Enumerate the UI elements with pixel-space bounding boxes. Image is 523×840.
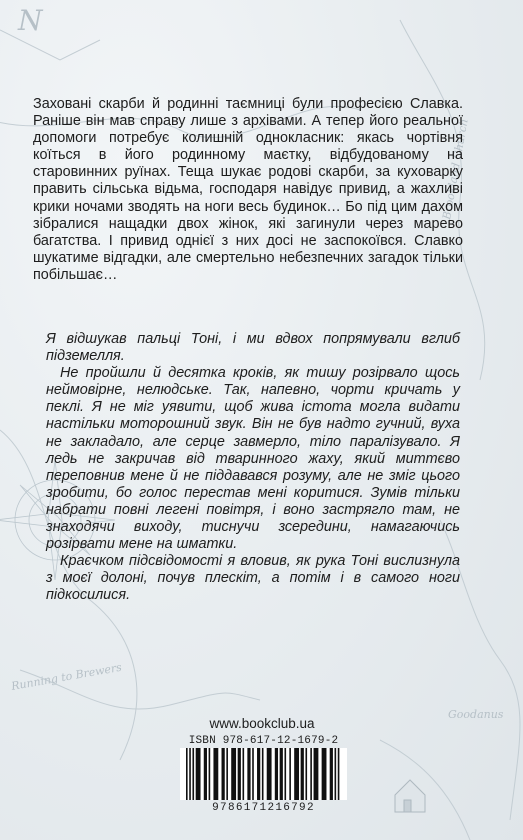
barcode-bar — [247, 748, 250, 800]
barcode-icon — [180, 748, 347, 800]
barcode-block — [180, 734, 347, 816]
barcode-bar — [189, 748, 191, 800]
map-label-running-to-brewers: Running to Brewers — [10, 660, 123, 693]
barcode-bar — [301, 748, 304, 800]
barcode-bar — [209, 748, 211, 800]
book-blurb: Заховані скарби й родинні таємниці були професією Славка. Раніше він мав справу лише з архівами. А тепер його реальної допомоги потребує колишній однокласник: якась чортівня коїться в його родинному маєтку, відбудованому на старовинних руїнах. Теща шукає родові скарби, за куховарку править сільська відьма, господаря навідує привид, а жахливі крики ночами зводять на ноги весь будинок… Бо під цим дахом зібралися нащадки двох жінок, які загинули через марево багатства. І привид однієї з них досі не заспокоївся. Славко шукатиме відгадки, але смертельно небезпечних загадок тільки побільшає… — [33, 96, 463, 283]
barcode-bar — [238, 748, 241, 800]
barcode-bar — [267, 748, 272, 800]
map-road-line — [0, 30, 100, 60]
excerpt-paragraph: Не пройшли й десятка кроків, як тишу розірвало щось неймовірне, нелюдське. Так, напевно, чорти кричать у пеклі. Я не міг уявити, щоб жива істота могла видати настільки моторошний звук. Він не був надто гучний, вуха не закладало, але серце завмерло, тіло паралізувало. Я ледь не закричав від тваринного жаху, який миттєво переповнив мене й не піддавався розуму, але не зміг цього зробити, бо голос перестав мені коритися. Зумів тільки набрати повні легені повітря, і воно застрягло там, не знаходячи виходу, тиснучи зсередини, намагаючись розірвати мене на шматки. — [46, 365, 460, 553]
barcode-bar — [314, 748, 319, 800]
barcode-bar — [222, 748, 225, 800]
map-letter-n: N — [18, 4, 43, 37]
map-label-brookland-church: Brookland Church — [440, 117, 471, 221]
barcode-bar — [231, 748, 236, 800]
barcode-bar — [310, 748, 312, 800]
barcode-bar — [262, 748, 264, 800]
barcode-bar — [213, 748, 218, 800]
house-icon — [395, 780, 425, 812]
barcode-bar — [338, 748, 340, 800]
excerpt-paragraph: Я відшукав пальці Тоні, і ми вдвох попрямували вглиб підземелля. — [46, 331, 460, 365]
barcode-bar — [289, 748, 291, 800]
barcode-bar — [335, 748, 337, 800]
barcode-bar — [204, 748, 207, 800]
barcode-bar — [192, 748, 194, 800]
publisher-website[interactable]: www.bookclub.ua — [209, 716, 315, 731]
ean-digits: 9786171216792 — [212, 802, 315, 814]
barcode-bar — [280, 748, 283, 800]
barcode-bar — [284, 748, 286, 800]
isbn-number: ISBN 978-617-12-1679-2 — [188, 735, 339, 747]
barcode-bar — [186, 748, 188, 800]
barcode-bar — [196, 748, 201, 800]
barcode-bar — [322, 748, 327, 800]
barcode-bar — [257, 748, 260, 800]
book-excerpt — [46, 331, 460, 605]
map-label-goodanus: Goodanus — [448, 708, 504, 721]
barcode-bar — [305, 748, 307, 800]
map-road-line — [380, 740, 470, 840]
excerpt-paragraph: Краєчком підсвідомості я вловив, як рука Тоні вислизнула з моєї долоні, почув плескіт, а потім і в самого ноги підкосилися. — [46, 553, 460, 604]
barcode-bar — [294, 748, 299, 800]
barcode-bar — [243, 748, 245, 800]
barcode-bar — [252, 748, 254, 800]
barcode-bar — [226, 748, 228, 800]
barcode-bar — [275, 748, 278, 800]
barcode-bar — [330, 748, 333, 800]
